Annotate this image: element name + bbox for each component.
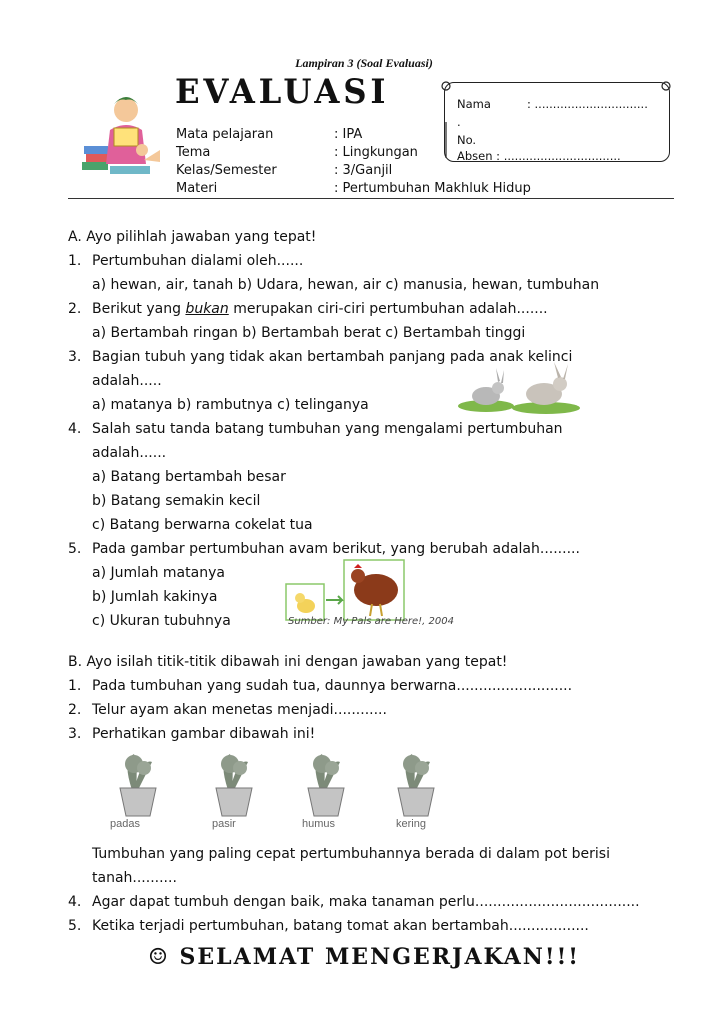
lampiran-label: Lampiran 3 (Soal Evaluasi) bbox=[295, 56, 433, 70]
pot-label: padas bbox=[110, 818, 140, 830]
question-text: Pada tumbuhan yang sudah tua, daunnya berwarna.......................... bbox=[92, 678, 573, 694]
emphasis-bukan: bukan bbox=[185, 301, 229, 317]
meta-key: Tema bbox=[176, 145, 211, 160]
question-number: 1. bbox=[68, 678, 82, 694]
question-number: 3. bbox=[68, 349, 82, 365]
option-a4-c: c) Batang berwarna cokelat tua bbox=[92, 517, 313, 533]
question-number: 1. bbox=[68, 253, 82, 269]
question-b4 bbox=[68, 890, 688, 914]
meta-value: : IPA bbox=[334, 127, 363, 142]
meta-value: : Lingkungan bbox=[334, 145, 418, 160]
question-number: 2. bbox=[68, 702, 82, 718]
option-a4-a: a) Batang bertambah besar bbox=[92, 469, 286, 485]
image-source-caption: Sumber: My Pals are Here!, 2004 bbox=[288, 616, 454, 627]
question-text: Pertumbuhan dialami oleh...... bbox=[92, 253, 304, 269]
meta-value: : Pertumbuhan Makhluk Hidup bbox=[334, 181, 531, 196]
option-a5-c: c) Ukuran tubuhnya bbox=[92, 613, 231, 629]
question-text: Agar dapat tumbuh dengan baik, maka tanaman perlu..................................... bbox=[92, 894, 640, 910]
options-a2: a) Bertambah ringan b) Bertambah berat c) Bertambah tinggi bbox=[92, 325, 526, 341]
pot-plant-icon bbox=[120, 754, 156, 816]
question-text: Ketika terjadi pertumbuhan, batang tomat akan bertambah.................. bbox=[92, 918, 589, 934]
question-b5 bbox=[68, 914, 688, 938]
question-text: Bagian tubuh yang tidak akan bertambah panjang pada anak kelinci bbox=[92, 349, 573, 365]
question-number: 5. bbox=[68, 541, 82, 557]
question-b3-cont1: Tumbuhan yang paling cepat pertumbuhannya berada di dalam pot berisi bbox=[92, 846, 610, 862]
question-b3-cont2: tanah.......... bbox=[92, 870, 177, 886]
pot-plant-icon bbox=[216, 754, 252, 816]
rabbits-illustration bbox=[456, 362, 580, 414]
pot-label: pasir bbox=[212, 818, 236, 830]
pot-plant-icon bbox=[398, 754, 434, 816]
section-a-heading: A. Ayo pilihlah jawaban yang tepat! bbox=[68, 229, 317, 245]
page-title: EVALUASI bbox=[175, 72, 390, 112]
question-a3-cont: adalah..... bbox=[92, 373, 162, 389]
question-text: Telur ayam akan menetas menjadi............ bbox=[92, 702, 387, 718]
meta-key: Mata pelajaran bbox=[176, 127, 274, 142]
section-b-heading: B. Ayo isilah titik-titik dibawah ini dengan jawaban yang tepat! bbox=[68, 654, 508, 670]
smiley-icon: ☺ bbox=[148, 944, 170, 970]
question-b3 bbox=[68, 722, 688, 746]
header-divider bbox=[68, 198, 674, 199]
question-number: 2. bbox=[68, 301, 82, 317]
child-reading-illustration bbox=[80, 90, 164, 180]
question-number: 5. bbox=[68, 918, 82, 934]
scroll-border-decoration bbox=[438, 78, 674, 168]
question-text: Berikut yang bbox=[92, 301, 186, 317]
question-number: 4. bbox=[68, 421, 82, 437]
pot-label: humus bbox=[302, 818, 336, 830]
question-a4 bbox=[68, 417, 688, 441]
nama-label: Nama bbox=[457, 97, 491, 111]
dot-text: . bbox=[457, 115, 461, 129]
question-a3 bbox=[68, 345, 688, 369]
meta-key: Materi bbox=[176, 181, 218, 196]
meta-key: Kelas/Semester bbox=[176, 163, 277, 178]
meta-row bbox=[176, 180, 531, 198]
question-text: Pada gambar pertumbuhan avam berikut, yang berubah adalah......... bbox=[92, 541, 580, 557]
question-b2 bbox=[68, 698, 688, 722]
absen-field[interactable]: Absen : ................................ bbox=[457, 149, 621, 163]
question-a4-cont: adalah...... bbox=[92, 445, 167, 461]
option-a5-a: a) Jumlah matanya bbox=[92, 565, 225, 581]
option-a4-b: b) Batang semakin kecil bbox=[92, 493, 261, 509]
question-text: Perhatikan gambar dibawah ini! bbox=[92, 726, 316, 742]
question-a2 bbox=[68, 297, 688, 321]
question-number: 3. bbox=[68, 726, 82, 742]
closing-message bbox=[0, 944, 728, 970]
pot-label: kering bbox=[396, 818, 426, 830]
question-a1 bbox=[68, 249, 688, 273]
pot-plant-icon bbox=[308, 754, 344, 816]
no-label: No. bbox=[457, 133, 477, 147]
closing-text: SELAMAT MENGERJAKAN!!! bbox=[179, 944, 580, 970]
options-a1: a) hewan, air, tanah b) Udara, hewan, air c) manusia, hewan, tumbuhan bbox=[92, 277, 600, 293]
chick-and-hen-illustration bbox=[284, 558, 408, 622]
question-b1 bbox=[68, 674, 688, 698]
nama-field[interactable]: : ............................... bbox=[527, 97, 648, 111]
question-text: Salah satu tanda batang tumbuhan yang mengalami pertumbuhan bbox=[92, 421, 563, 437]
meta-value: : 3/Ganjil bbox=[334, 163, 393, 178]
potted-plants-illustration bbox=[100, 750, 460, 820]
question-number: 4. bbox=[68, 894, 82, 910]
option-a5-b: b) Jumlah kakinya bbox=[92, 589, 218, 605]
question-text: merupakan ciri-ciri pertumbuhan adalah....... bbox=[228, 301, 548, 317]
options-a3: a) matanya b) rambutnya c) telinganya bbox=[92, 397, 369, 413]
